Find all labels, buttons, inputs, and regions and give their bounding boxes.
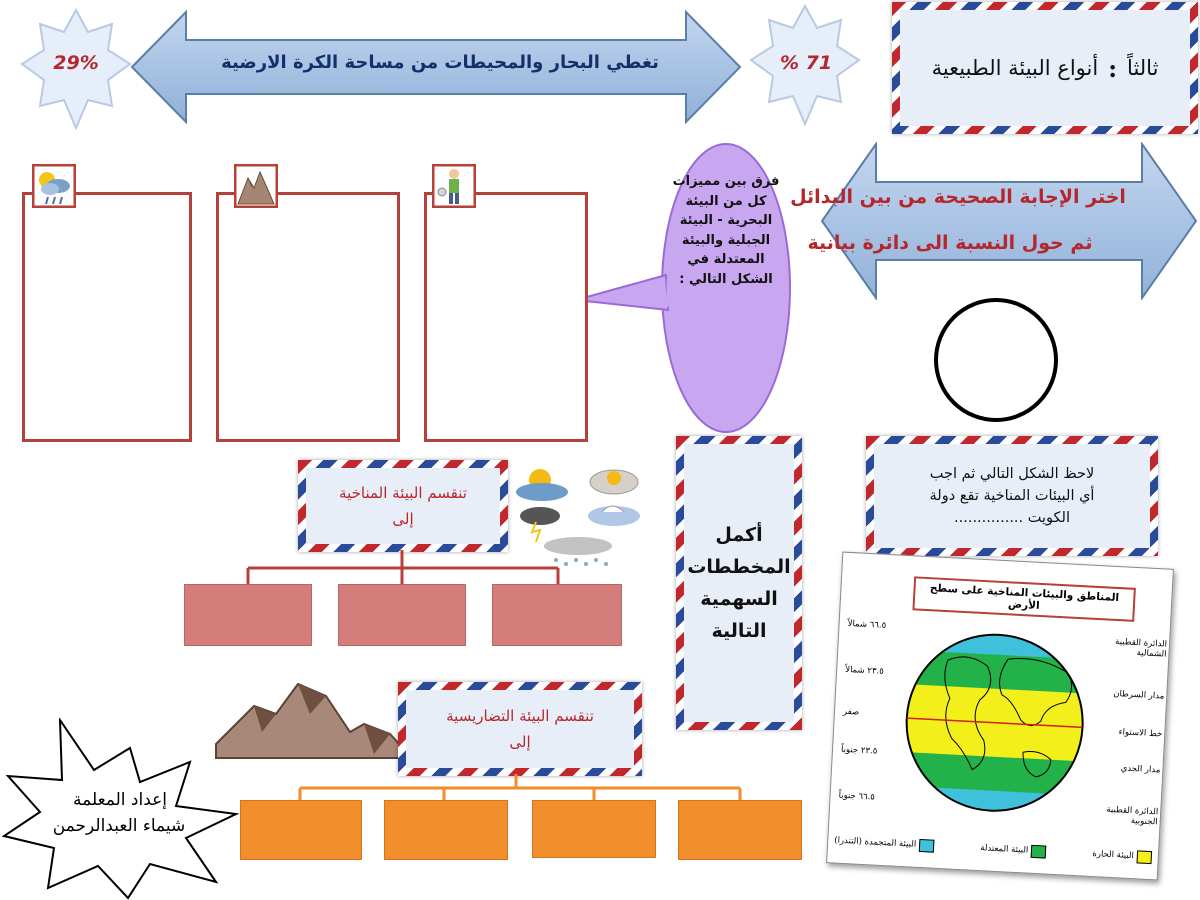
terrain-card (398, 682, 642, 776)
climate-card (298, 460, 508, 552)
climate-map (826, 552, 1174, 881)
map-legend (834, 831, 1153, 868)
climate-connectors (180, 550, 620, 586)
choose-line2: ثم حول النسبة الى دائرة بيانية (807, 232, 1093, 254)
map-right-label-3: خط الاستواء (1118, 727, 1163, 740)
bubble-text: فرق بين مميزات كل من البيئة البحرية - البيئة الجبلية والبيئة المعتدلة في الشكل التالي : (672, 174, 780, 287)
climate-box-3[interactable] (492, 584, 622, 646)
pie-chart-circle[interactable] (934, 298, 1058, 422)
terrain-box-4[interactable] (678, 800, 802, 860)
terrain-box-3[interactable] (532, 800, 656, 858)
question-line2: أي البيئات المناخية تقع دولة (929, 488, 1095, 504)
map-left-label-5: ٦٦.٥ جنوباً (838, 790, 876, 803)
title-colon: : (1108, 53, 1118, 83)
title-card (892, 2, 1198, 134)
legend-swatch-frozen (919, 838, 935, 852)
legend-swatch-temperate (1031, 844, 1047, 858)
choose-line1: اختر الإجابة الصحيحة من بين البدائل (790, 186, 1126, 208)
answer-box-2[interactable] (216, 192, 400, 442)
choose-double-arrow (820, 142, 1198, 300)
complete-card (676, 436, 802, 730)
map-left-label-2: ٢٣.٥ شمالاً (844, 664, 885, 677)
person-icon (432, 164, 476, 208)
climate-line1: تنقسم البيئة المناخية (339, 484, 467, 502)
title-text: أنواع البيئة الطبيعية (931, 56, 1099, 80)
terrain-line1: تنقسم البيئة التضاريسية (446, 707, 594, 725)
mountains-clipart (214, 674, 414, 760)
header-arrow-text: تغطي البحار والمحيطات من مساحة الكرة الارضية (221, 52, 659, 73)
map-left-label-3: صفر (842, 706, 860, 718)
legend-label-hot: البيئة الحارة (1092, 849, 1135, 862)
percent-right-text: % 71 (779, 52, 833, 74)
title-label: ثالثاً (1127, 56, 1159, 80)
map-right-label-2: مدار السرطان (1113, 688, 1165, 702)
legend-label-frozen: البيئة المتجمدة (التندرا) (834, 835, 917, 850)
weather-icon (32, 164, 76, 208)
percent-left-text: 29% (53, 52, 99, 74)
answer-box-3[interactable] (424, 192, 588, 442)
map-title: المناطق والبيئات المناخية على سطح الأرض (912, 576, 1135, 622)
terrain-line2: إلى (509, 733, 531, 751)
question-line1: لاحظ الشكل التالي ثم اجب (929, 466, 1095, 482)
map-left-label-1: ٦٦.٥ شمالاً (847, 618, 887, 631)
climate-box-1[interactable] (184, 584, 312, 646)
question-line3: الكويت ............... (954, 510, 1070, 526)
map-globe (900, 618, 1090, 827)
map-left-label-4: ٢٣.٥ جنوباً (840, 744, 878, 757)
complete-text: أكمل المخططات السهمية التالية (687, 524, 791, 642)
teacher-line1: إعداد المعلمة (73, 790, 167, 810)
map-right-label-4: مدار الجدي (1120, 763, 1161, 776)
legend-label-temperate: البيئة المعتدلة (980, 843, 1029, 856)
map-right-label-5: الدائرة القطبية الجنوبية (1106, 804, 1159, 828)
legend-swatch-hot (1137, 850, 1153, 864)
climate-line2: إلى (392, 510, 414, 528)
climate-box-2[interactable] (338, 584, 466, 646)
terrain-box-2[interactable] (384, 800, 508, 860)
mountain-icon (234, 164, 278, 208)
terrain-box-1[interactable] (240, 800, 362, 860)
map-right-label-1: الدائرة القطبية الشمالية (1114, 636, 1168, 660)
legend-item-hot (1092, 848, 1152, 864)
question-card (866, 436, 1158, 556)
teacher-line2: شيماء العبدالرحمن (52, 816, 186, 836)
answer-box-1[interactable] (22, 192, 192, 442)
legend-item-frozen (834, 834, 935, 852)
legend-item-temperate (980, 842, 1047, 858)
